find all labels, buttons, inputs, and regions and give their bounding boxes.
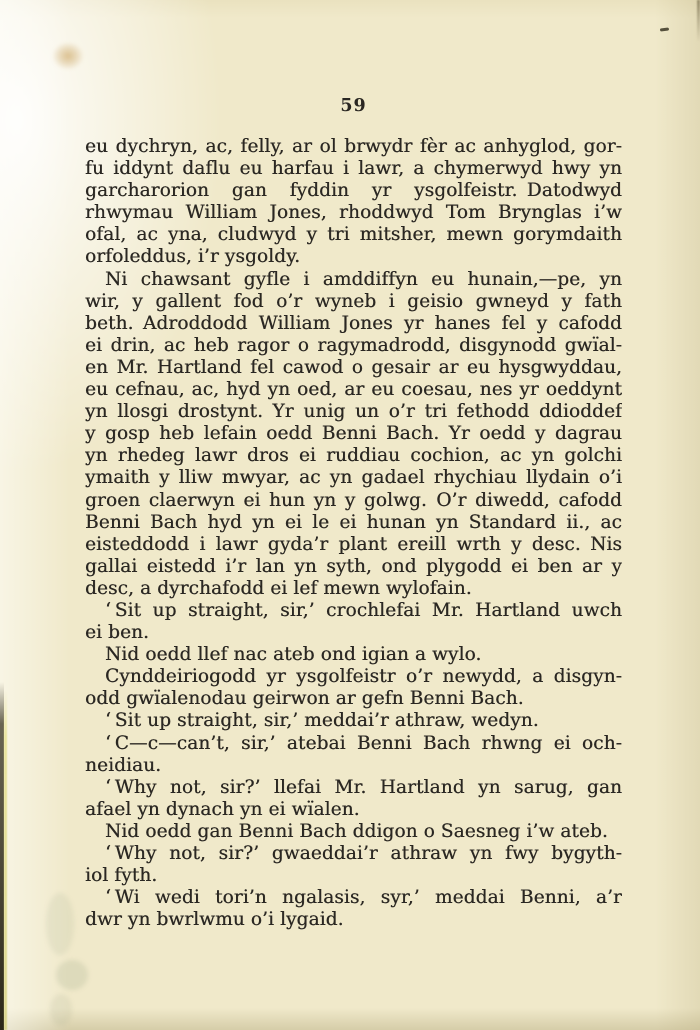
text-line: gallai eistedd i’r lan yn syth, ond plygodd ei ben ar y [85, 555, 622, 577]
text-line: ofal, ac yna, cludwyd y tri mitsher, mewn gorymdaith [85, 224, 622, 246]
text-line: dwr yn bwrlwmu o’i lygaid. [85, 909, 344, 931]
text-line: yn llosgi drostynt. Yr unig un o’r tri fethodd ddioddef [85, 401, 622, 423]
text-line: Cynddeiriogodd yr ysgolfeistr o’r newydd, a disgyn- [105, 666, 622, 688]
text-line: Nid oedd llef nac ateb ond igian a wylo. [105, 644, 482, 666]
text-line: afael yn dynach yn ei wïalen. [85, 798, 360, 820]
text-line: ymaith y lliw mwyar, ac yn gadael rhychiau llydain o’i [85, 467, 622, 489]
text-line: neidiau. [85, 754, 162, 776]
text-line: ‘ Why not, sir?’ gwaeddai’r athraw yn fwy bygyth- [105, 843, 622, 864]
text-line: ‘ C—c—can’t, sir,’ atebai Benni Bach rhwng ei och- [105, 732, 622, 754]
text-line: eu cefnau, ac, hyd yn oed, ar eu coesau, nes yr oeddynt [85, 379, 622, 401]
text-line: eisteddodd i lawr gyda’r plant ereill wrth y desc. Nis [85, 533, 622, 555]
text-line: ‘ Sit up straight, sir,’ crochlefai Mr. Hartland uwch [105, 599, 622, 621]
text-line: beth. Adroddodd William Jones yr hanes fel y cafodd [85, 312, 622, 334]
text-line: ‘ Why not, sir?’ llefai Mr. Hartland yn sarug, gan [105, 776, 622, 798]
text-line: groen claerwyn ei hun yn y golwg. O’r diwedd, cafodd [85, 489, 622, 511]
text-line: ‘ Sit up straight, sir,’ meddai’r athraw, wedyn. [105, 710, 539, 732]
text-line: ei drin, ac heb ragor o ragymadrodd, disgynodd gwïal- [85, 334, 622, 356]
text-line: ‘ Wi wedi tori’n ngalasis, syr,’ meddai Benni, a’r [105, 887, 622, 909]
text-line: Nid oedd gan Benni Bach ddigon o Saesneg i’w ateb. [105, 820, 608, 842]
text-line: y gosp heb lefain oedd Benni Bach. Yr oedd y dagrau [85, 423, 622, 445]
smudge-mark [56, 960, 88, 990]
text-line: rhwymau William Jones, rhoddwyd Tom Brynglas i’w [85, 202, 622, 224]
text-line: ei ben. [85, 622, 150, 644]
text-line: fu iddynt daflu eu harfau i lawr, a chymerwyd hwy yn [85, 158, 622, 180]
text-line: en Mr. Hartland fel cawod o gesair ar eu hysgwyddau, [85, 356, 622, 378]
text-line: garcharorion gan fyddin yr ysgolfeistr. Datodwyd [85, 180, 622, 202]
text-line: odd gwïalenodau geirwon ar gefn Benni Bach. [85, 688, 524, 710]
smudge-mark [46, 893, 74, 955]
text-line: desc, a dyrchafodd ei lef mewn wylofain. [85, 577, 472, 599]
smudge-mark [50, 994, 72, 1026]
page-number: 59 [340, 96, 367, 116]
text-line: yn rhedeg lawr dros ei ruddiau cochion, ac yn golchi [85, 445, 622, 467]
page-gutter-highlight [4, 690, 7, 1030]
text-line: iol fyth. [85, 865, 158, 887]
text-line: eu dychryn, ac, felly, ar ol brwydr fèr ac anhyglod, gor- [85, 136, 622, 157]
body-text [85, 136, 622, 931]
text-line: wir, y gallent fod o’r wyneb i geisio gwneyd y fath [85, 290, 622, 312]
ink-speck-mark [660, 27, 669, 31]
paper-stain-mark [52, 42, 84, 70]
text-line: orfoleddus, i’r ysgoldy. [85, 246, 301, 268]
text-line: Ni chawsant gyfle i amddiffyn eu hunain,—pe, yn [105, 268, 622, 290]
text-line: Benni Bach hyd yn ei le ei hunan yn Standard ii., ac [85, 511, 622, 533]
